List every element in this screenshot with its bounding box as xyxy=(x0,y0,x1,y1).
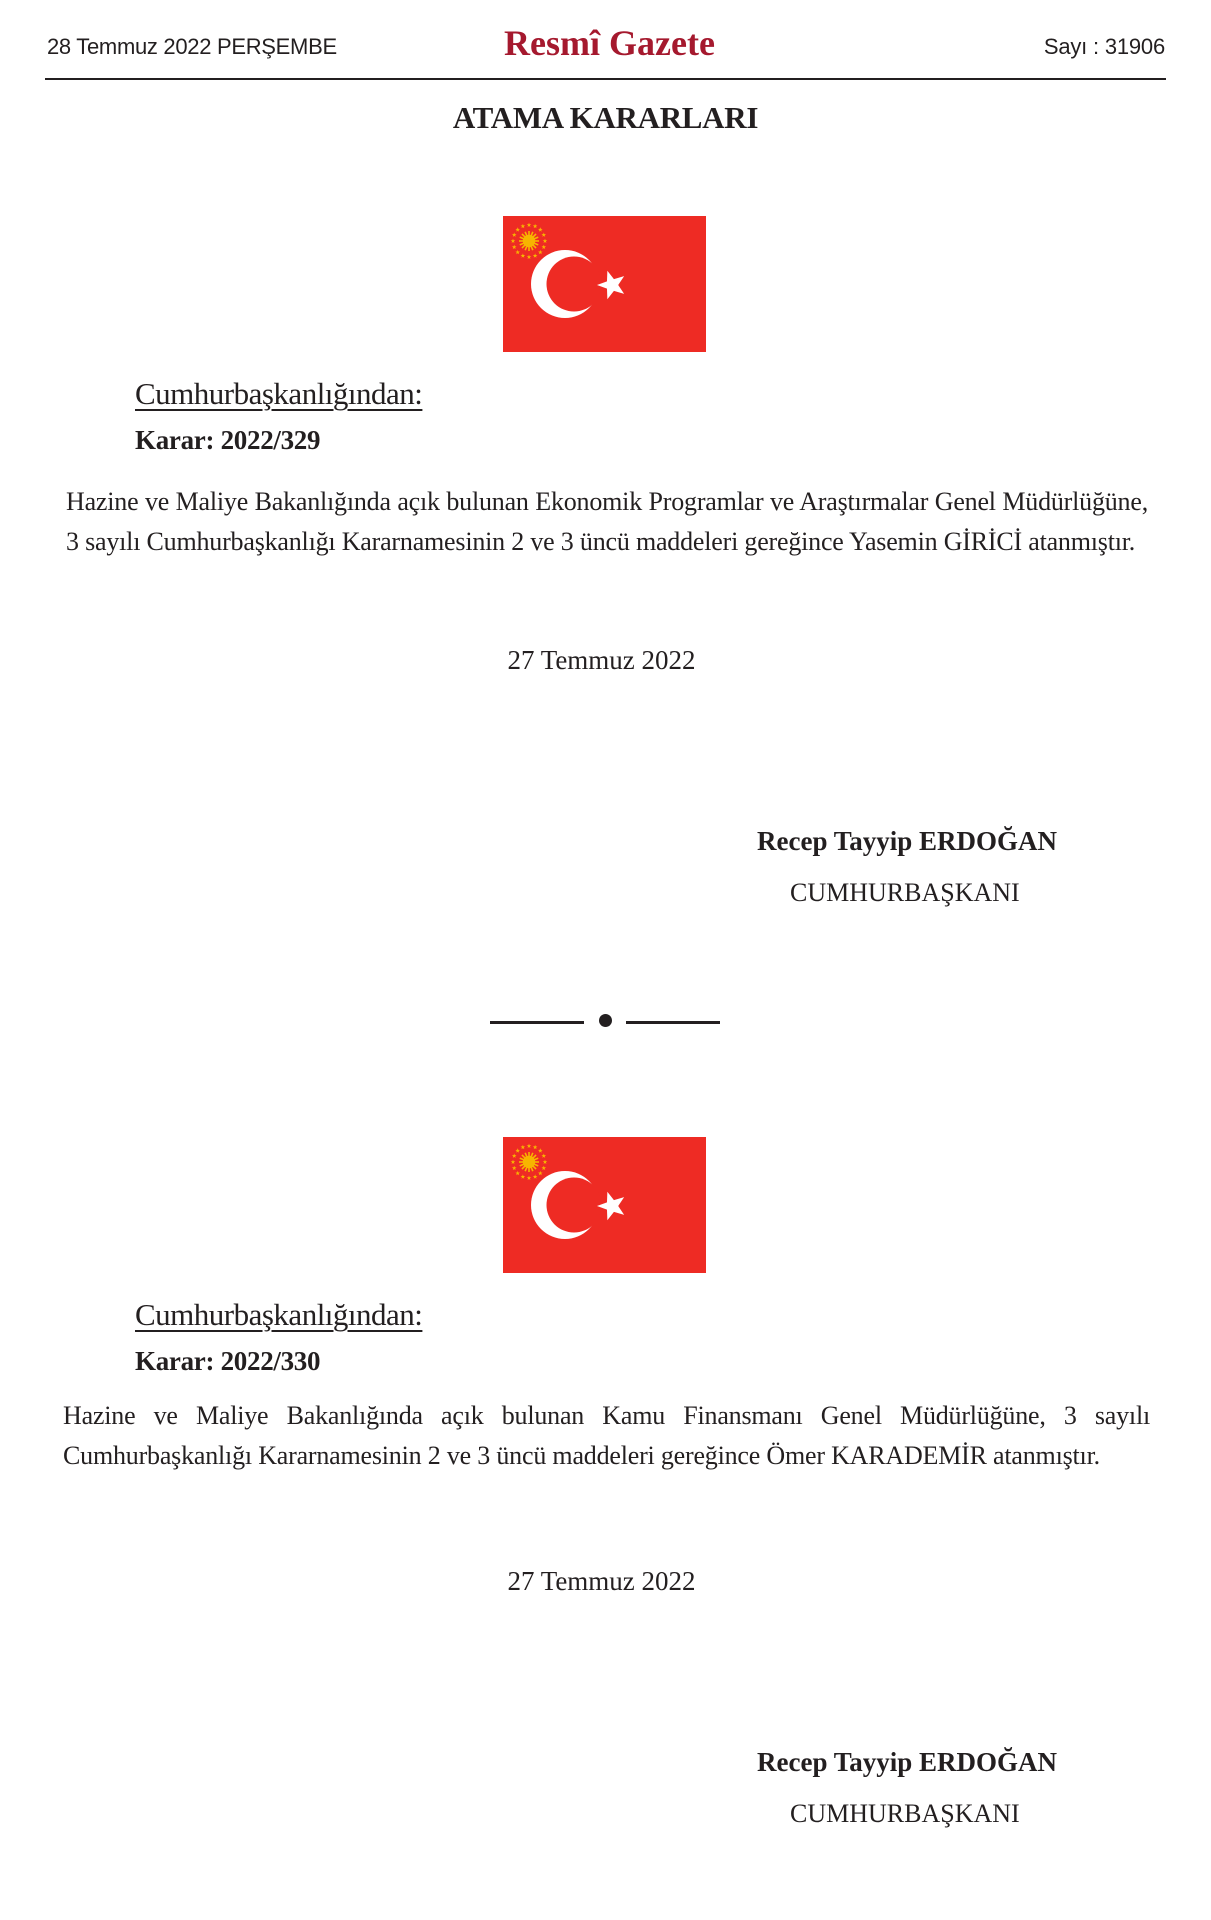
signer-title: CUMHURBAŞKANI xyxy=(790,1799,1020,1828)
decision-number: Karar: 2022/329 xyxy=(135,425,321,455)
presidential-flag-icon xyxy=(503,216,706,352)
sun-disc xyxy=(523,235,535,247)
issue-number: Sayı : 31906 xyxy=(1043,34,1165,59)
separator-line-right xyxy=(626,1021,720,1024)
decision-paragraph: Hazine ve Maliye Bakanlığında açık bulunan Ekonomik Programlar ve Araştırmalar Genel Müdürlüğüne, 3 sayılı Cumhurbaşkanlığı Kararnamesinin 2 ve 3 üncü maddeleri gereğince Yasemin GİRİCİ atanmıştır. xyxy=(66,487,1148,556)
flag-graphic xyxy=(503,1137,706,1273)
signer-name: Recep Tayyip ERDOĞAN xyxy=(757,826,1058,856)
separator-line-left xyxy=(490,1021,584,1024)
decision-date: 27 Temmuz 2022 xyxy=(507,645,696,675)
signer-title: CUMHURBAŞKANI xyxy=(790,878,1020,907)
header-divider xyxy=(45,78,1166,80)
issuing-authority: Cumhurbaşkanlığından: xyxy=(135,1297,423,1332)
crescent-inner xyxy=(547,257,602,312)
sun-disc xyxy=(523,1156,535,1168)
separator-bullet-icon xyxy=(599,1014,612,1027)
page-heading: ATAMA KARARLARI xyxy=(452,100,759,135)
decision-text xyxy=(63,1396,1150,1476)
issuing-authority: Cumhurbaşkanlığından: xyxy=(135,376,423,411)
decision-text xyxy=(66,482,1148,562)
decision-paragraph: Hazine ve Maliye Bakanlığında açık bulunan Kamu Finansmanı Genel Müdürlüğüne, 3 sayılı Cumhurbaşkanlığı Kararnamesinin 2 ve 3 üncü maddeleri gereğince Ömer KARADEMİR atanmıştır. xyxy=(63,1401,1150,1470)
publication-title-text: Resmî Gazete xyxy=(504,23,715,63)
section-separator xyxy=(490,1011,720,1031)
decision-date: 27 Temmuz 2022 xyxy=(507,1566,696,1596)
decision-number: Karar: 2022/330 xyxy=(135,1346,321,1376)
presidential-flag-icon xyxy=(503,1137,706,1273)
header-date: 28 Temmuz 2022 PERŞEMBE xyxy=(47,34,337,59)
signer-name: Recep Tayyip ERDOĞAN xyxy=(757,1747,1058,1777)
flag-graphic xyxy=(503,216,706,352)
publication-title xyxy=(0,22,1211,64)
crescent-inner xyxy=(547,1178,602,1233)
